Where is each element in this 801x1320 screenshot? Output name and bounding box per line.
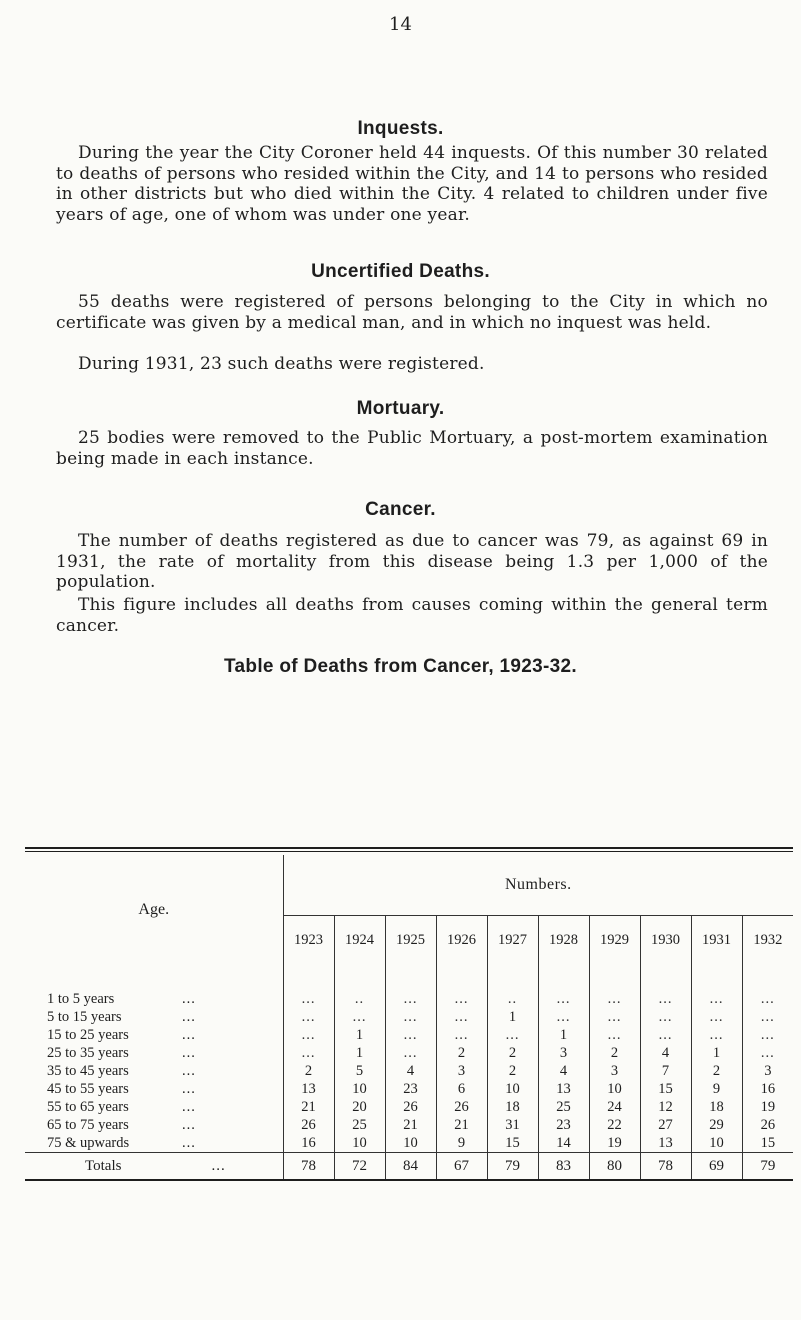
year-header-1930: 1930 bbox=[640, 916, 691, 965]
totals-label: Totals bbox=[85, 1157, 122, 1174]
deaths-cell-1925: ... bbox=[385, 1026, 436, 1044]
spacer-cell bbox=[691, 964, 742, 990]
deaths-cell-1930: 4 bbox=[640, 1044, 691, 1062]
deaths-cell-1931: 29 bbox=[691, 1116, 742, 1134]
numbers-column-header: Numbers. bbox=[283, 855, 793, 916]
age-group-cell bbox=[25, 1044, 283, 1062]
leader-dots: ... bbox=[182, 1044, 196, 1061]
age-group-label: 35 to 45 years bbox=[47, 1062, 129, 1079]
deaths-cell-1928: ... bbox=[538, 990, 589, 1008]
spacer-cell bbox=[640, 964, 691, 990]
deaths-cell-1927: 31 bbox=[487, 1116, 538, 1134]
age-group-cell bbox=[25, 1026, 283, 1044]
leader-dots: ... bbox=[182, 1080, 196, 1097]
year-header-1924: 1924 bbox=[334, 916, 385, 965]
deaths-cell-1932: 26 bbox=[760, 1116, 776, 1133]
deaths-cell-1930: ... bbox=[640, 1008, 691, 1026]
table-row bbox=[25, 1116, 793, 1134]
deaths-cell-1928: 1 bbox=[538, 1026, 589, 1044]
deaths-cell-1923: 13 bbox=[283, 1080, 334, 1098]
deaths-cell-1926: 3 bbox=[436, 1062, 487, 1080]
deaths-cell-1927: 2 bbox=[487, 1062, 538, 1080]
deaths-cell-1924: 10 bbox=[334, 1080, 385, 1098]
spacer-cell bbox=[283, 964, 334, 990]
year-header-1929: 1929 bbox=[589, 916, 640, 965]
deaths-cell-1923: 16 bbox=[283, 1134, 334, 1153]
deaths-cell-1926: 2 bbox=[436, 1044, 487, 1062]
totals-row bbox=[25, 1153, 793, 1181]
deaths-cell-1928: ... bbox=[538, 1008, 589, 1026]
leader-dots: ... bbox=[182, 990, 196, 1007]
spacer-cell bbox=[334, 964, 385, 990]
mortuary-text: 25 bodies were removed to the Public Mortuary, a post-mortem examination being made in each instance. bbox=[56, 428, 768, 469]
leader-dots: ... bbox=[182, 1098, 196, 1115]
table-title: Table of Deaths from Cancer, 1923-32. bbox=[224, 656, 577, 677]
total-cell-1926: 67 bbox=[436, 1153, 487, 1181]
deaths-cell-1932: 19 bbox=[760, 1098, 776, 1115]
table-row bbox=[25, 1080, 793, 1098]
spacer-cell bbox=[436, 964, 487, 990]
age-group-label: 15 to 25 years bbox=[47, 1026, 129, 1043]
deaths-cell-1927: 10 bbox=[487, 1080, 538, 1098]
deaths-cell-1932: 16 bbox=[760, 1080, 776, 1097]
deaths-cell-1928: 25 bbox=[538, 1098, 589, 1116]
leader-dots: ... bbox=[182, 1134, 196, 1151]
inquests-heading: Inquests. bbox=[357, 118, 444, 139]
deaths-cell-1923: ... bbox=[283, 990, 334, 1008]
leader-dots: ... bbox=[211, 1157, 226, 1174]
page-number: 14 bbox=[389, 14, 412, 35]
deaths-cell-1927: 18 bbox=[487, 1098, 538, 1116]
total-cell-1930: 78 bbox=[640, 1153, 691, 1181]
age-group-label: 1 to 5 years bbox=[47, 990, 115, 1007]
age-group-label: 75 & upwards bbox=[47, 1134, 130, 1151]
deaths-cell-1926: 6 bbox=[436, 1080, 487, 1098]
table-row bbox=[25, 1134, 793, 1153]
age-group-label: 65 to 75 years bbox=[47, 1116, 129, 1133]
total-cell-1931: 69 bbox=[691, 1153, 742, 1181]
deaths-cell-1929: 19 bbox=[589, 1134, 640, 1153]
mortuary-heading: Mortuary. bbox=[356, 398, 445, 419]
total-cell-1932: 79 bbox=[742, 1153, 793, 1181]
deaths-cell-1923: ... bbox=[283, 1026, 334, 1044]
age-group-label: 25 to 35 years bbox=[47, 1044, 129, 1061]
year-header-1927: 1927 bbox=[487, 916, 538, 965]
deaths-cell-1930: 13 bbox=[640, 1134, 691, 1153]
deaths-cell-1925: 21 bbox=[385, 1116, 436, 1134]
deaths-cell-1928: 14 bbox=[538, 1134, 589, 1153]
age-group-cell bbox=[25, 1080, 283, 1098]
leader-dots: ... bbox=[182, 1062, 196, 1079]
total-cell-1929: 80 bbox=[589, 1153, 640, 1181]
year-header-1925: 1925 bbox=[385, 916, 436, 965]
table-row bbox=[25, 1098, 793, 1116]
deaths-cell-1931: 9 bbox=[691, 1080, 742, 1098]
deaths-cell-1927: .. bbox=[487, 990, 538, 1008]
deaths-cell-1923: ... bbox=[283, 1044, 334, 1062]
deaths-cell-1930: ... bbox=[640, 1026, 691, 1044]
cancer-deaths-table bbox=[25, 855, 793, 1181]
deaths-cell-1929: ... bbox=[589, 990, 640, 1008]
deaths-cell-1931: ... bbox=[691, 1008, 742, 1026]
deaths-cell-1925: ... bbox=[385, 990, 436, 1008]
age-group-cell bbox=[25, 1008, 283, 1026]
deaths-cell-1927: ... bbox=[487, 1026, 538, 1044]
deaths-cell-1932: 15 bbox=[760, 1134, 776, 1151]
cancer-heading: Cancer. bbox=[365, 499, 436, 520]
deaths-cell-1932: ... bbox=[760, 1008, 775, 1025]
table-row bbox=[25, 1026, 793, 1044]
deaths-cell-1927: 15 bbox=[487, 1134, 538, 1153]
leader-dots: ... bbox=[182, 1008, 196, 1025]
deaths-cell-1924: 1 bbox=[334, 1026, 385, 1044]
year-header-1923: 1923 bbox=[283, 916, 334, 965]
deaths-cell-1931: 1 bbox=[691, 1044, 742, 1062]
deaths-cell-1932: ... bbox=[760, 990, 775, 1007]
deaths-cell-1924: .. bbox=[334, 990, 385, 1008]
year-header-1931: 1931 bbox=[691, 916, 742, 965]
spacer-cell bbox=[538, 964, 589, 990]
age-group-cell bbox=[25, 1062, 283, 1080]
table-row bbox=[25, 990, 793, 1008]
year-header-1928: 1928 bbox=[538, 916, 589, 965]
deaths-cell-1929: ... bbox=[589, 1008, 640, 1026]
deaths-cell-1928: 4 bbox=[538, 1062, 589, 1080]
deaths-cell-1932: ... bbox=[760, 1044, 775, 1061]
uncertified-text-2: During 1931, 23 such deaths were registered. bbox=[78, 354, 485, 374]
age-column-header: Age. bbox=[25, 855, 283, 964]
deaths-cell-1931: 2 bbox=[691, 1062, 742, 1080]
deaths-cell-1926: 26 bbox=[436, 1098, 487, 1116]
spacer-cell bbox=[25, 964, 283, 990]
deaths-cell-1930: 12 bbox=[640, 1098, 691, 1116]
deaths-cell-1926: ... bbox=[436, 1008, 487, 1026]
deaths-cell-1932: 3 bbox=[764, 1062, 772, 1079]
inquests-paragraph bbox=[56, 143, 768, 225]
deaths-cell-1923: ... bbox=[283, 1008, 334, 1026]
age-group-label: 45 to 55 years bbox=[47, 1080, 129, 1097]
total-cell-1925: 84 bbox=[385, 1153, 436, 1181]
deaths-cell-1929: 22 bbox=[589, 1116, 640, 1134]
deaths-cell-1927: 2 bbox=[487, 1044, 538, 1062]
deaths-cell-1927: 1 bbox=[487, 1008, 538, 1026]
table-row bbox=[25, 1062, 793, 1080]
leader-dots: ... bbox=[182, 1116, 196, 1133]
deaths-cell-1925: 4 bbox=[385, 1062, 436, 1080]
table-row bbox=[25, 1044, 793, 1062]
total-cell-1927: 79 bbox=[487, 1153, 538, 1181]
spacer-cell bbox=[589, 964, 640, 990]
inquests-text: During the year the City Coroner held 44 inquests. Of this number 30 related to deaths of persons who resided within the City, and 14 to persons who resided in other districts but who died within the City. 4 related to children under five years of age, one of whom was under one year. bbox=[56, 143, 768, 225]
deaths-cell-1930: 7 bbox=[640, 1062, 691, 1080]
deaths-cell-1924: 1 bbox=[334, 1044, 385, 1062]
deaths-cell-1928: 3 bbox=[538, 1044, 589, 1062]
table-top-rule-thin bbox=[25, 851, 793, 852]
totals-label-cell bbox=[25, 1153, 283, 1181]
deaths-cell-1924: ... bbox=[334, 1008, 385, 1026]
leader-dots: ... bbox=[182, 1026, 196, 1043]
deaths-cell-1932: ... bbox=[760, 1026, 775, 1043]
age-group-label: 5 to 15 years bbox=[47, 1008, 122, 1025]
table-row bbox=[25, 1008, 793, 1026]
deaths-cell-1931: ... bbox=[691, 1026, 742, 1044]
spacer-cell bbox=[385, 964, 436, 990]
deaths-cell-1924: 10 bbox=[334, 1134, 385, 1153]
deaths-cell-1930: ... bbox=[640, 990, 691, 1008]
total-cell-1923: 78 bbox=[283, 1153, 334, 1181]
deaths-cell-1930: 27 bbox=[640, 1116, 691, 1134]
deaths-cell-1926: 21 bbox=[436, 1116, 487, 1134]
age-group-cell bbox=[25, 1116, 283, 1134]
deaths-cell-1929: ... bbox=[589, 1026, 640, 1044]
deaths-cell-1930: 15 bbox=[640, 1080, 691, 1098]
spacer-cell bbox=[487, 964, 538, 990]
spacer-cell bbox=[742, 964, 793, 990]
year-header-1932: 1932 bbox=[753, 931, 783, 948]
cancer-text-1: The number of deaths registered as due to cancer was 79, as against 69 in 1931, the rate of mortality from this disease being 1.3 per 1,000 of the population. bbox=[56, 531, 768, 592]
deaths-cell-1924: 5 bbox=[334, 1062, 385, 1080]
total-cell-1924: 72 bbox=[334, 1153, 385, 1181]
deaths-cell-1925: 23 bbox=[385, 1080, 436, 1098]
deaths-cell-1928: 13 bbox=[538, 1080, 589, 1098]
deaths-cell-1924: 20 bbox=[334, 1098, 385, 1116]
deaths-cell-1925: 10 bbox=[385, 1134, 436, 1153]
age-group-cell bbox=[25, 990, 283, 1008]
deaths-cell-1929: 24 bbox=[589, 1098, 640, 1116]
age-group-cell bbox=[25, 1134, 283, 1153]
deaths-cell-1929: 3 bbox=[589, 1062, 640, 1080]
age-group-label: 55 to 65 years bbox=[47, 1098, 129, 1115]
age-group-cell bbox=[25, 1098, 283, 1116]
deaths-cell-1929: 2 bbox=[589, 1044, 640, 1062]
deaths-cell-1926: ... bbox=[436, 990, 487, 1008]
year-header-1926: 1926 bbox=[436, 916, 487, 965]
total-cell-1928: 83 bbox=[538, 1153, 589, 1181]
deaths-cell-1923: 21 bbox=[283, 1098, 334, 1116]
deaths-cell-1923: 26 bbox=[283, 1116, 334, 1134]
deaths-cell-1926: ... bbox=[436, 1026, 487, 1044]
deaths-cell-1925: ... bbox=[385, 1044, 436, 1062]
uncertified-deaths-heading: Uncertified Deaths. bbox=[311, 261, 490, 282]
uncertified-paragraph-2 bbox=[56, 354, 768, 375]
cancer-paragraph-1 bbox=[56, 531, 768, 593]
deaths-cell-1928: 23 bbox=[538, 1116, 589, 1134]
table-top-rule bbox=[25, 847, 793, 849]
deaths-cell-1926: 9 bbox=[436, 1134, 487, 1153]
cancer-paragraph-2 bbox=[56, 595, 768, 636]
deaths-cell-1931: 10 bbox=[691, 1134, 742, 1153]
cancer-text-2: This figure includes all deaths from causes coming within the general term cancer. bbox=[56, 595, 768, 636]
deaths-cell-1924: 25 bbox=[334, 1116, 385, 1134]
deaths-cell-1925: ... bbox=[385, 1008, 436, 1026]
deaths-cell-1931: 18 bbox=[691, 1098, 742, 1116]
deaths-cell-1923: 2 bbox=[283, 1062, 334, 1080]
uncertified-paragraph-1 bbox=[56, 292, 768, 333]
deaths-cell-1925: 26 bbox=[385, 1098, 436, 1116]
deaths-cell-1929: 10 bbox=[589, 1080, 640, 1098]
deaths-cell-1931: ... bbox=[691, 990, 742, 1008]
uncertified-text-1: 55 deaths were registered of persons belonging to the City in which no certificate was given by a medical man, and in which no inquest was held. bbox=[56, 292, 768, 333]
mortuary-paragraph bbox=[56, 428, 768, 469]
